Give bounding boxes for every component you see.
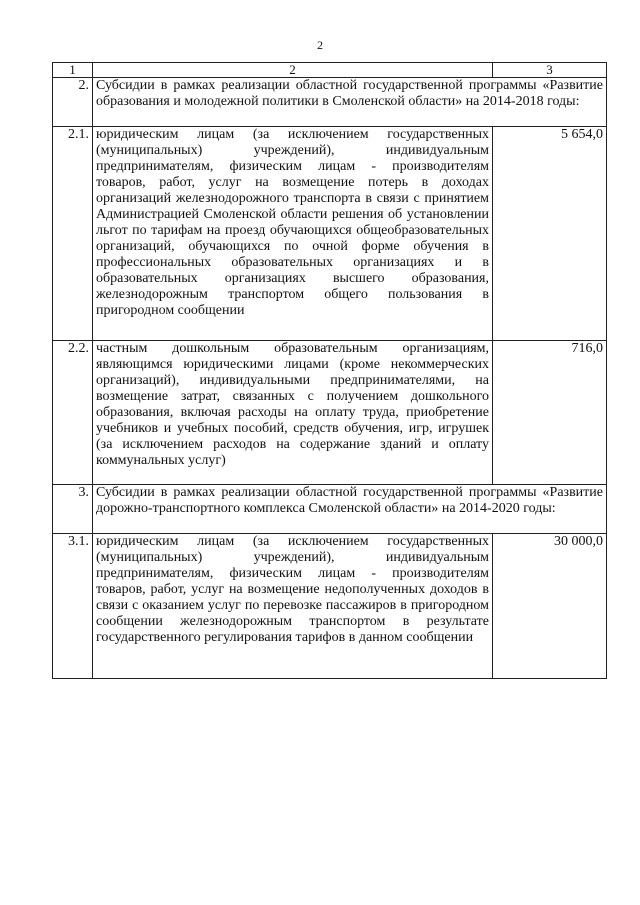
header-cell-1: 1 [53, 63, 93, 78]
row-description: юридическим лицам (за исключением государственных (муниципальных) учреждений), индивидуальным предпринимателям, физическим лицам - производителям товаров, работ, услуг на возмещение недополученных доходов в связи с оказанием услуг по перевозке пассажиров в пригородном сообщении железнодорожным транспортом в результате государственного регулирования тарифов в данном сообщении [93, 534, 493, 679]
row-number: 2.1. [53, 127, 93, 341]
row-amount: 30 000,0 [493, 534, 607, 679]
row-number: 3.1. [53, 534, 93, 679]
row-amount: 5 654,0 [493, 127, 607, 341]
row-number: 3. [53, 485, 93, 534]
table-header-row [53, 63, 607, 78]
row-description: частным дошкольным образовательным организациям, являющимся юридическими лицами (кроме некоммерческих организаций), индивидуальными предпринимателями, на возмещение затрат, связанных с получением дошкольного образования, включая расходы на оплату труда, приобретение учебников и учебных пособий, средств обучения, игр, игрушек (за исключением расходов на содержание зданий и оплату коммунальных услуг) [93, 341, 493, 485]
page-number: 2 [317, 38, 323, 52]
table-row-2-2 [53, 341, 607, 485]
table-row-2-1 [53, 127, 607, 341]
header-cell-3: 3 [493, 63, 607, 78]
subsidy-table [52, 62, 607, 679]
table-row-section-3 [53, 485, 607, 534]
row-number: 2. [53, 78, 93, 127]
table-row-3-1 [53, 534, 607, 679]
row-amount: 716,0 [493, 341, 607, 485]
header-cell-2: 2 [93, 63, 493, 78]
section-heading: Субсидии в рамках реализации областной государственной программы «Развитие образования и молодежной политики в Смоленской области» на 2014-2018 годы: [93, 78, 607, 127]
table-row-section-2 [53, 78, 607, 127]
row-description: юридическим лицам (за исключением государственных (муниципальных) учреждений), индивидуальным предпринимателям, физическим лицам - производителям товаров, работ, услуг на возмещение потерь в доходах организаций железнодорожного транспорта в связи с принятием Администрацией Смоленской области решения об установлении льгот по тарифам на проезд обучающихся общеобразовательных организаций, обучающихся по очной форме обучения в профессиональных образовательных организациях и в образовательных организациях высшего образования, железнодорожным транспортом общего пользования в пригородном сообщении [93, 127, 493, 341]
section-heading: Субсидии в рамках реализации областной государственной программы «Развитие дорожно-транспортного комплекса Смоленской области» на 2014-2020 годы: [93, 485, 607, 534]
row-number: 2.2. [53, 341, 93, 485]
